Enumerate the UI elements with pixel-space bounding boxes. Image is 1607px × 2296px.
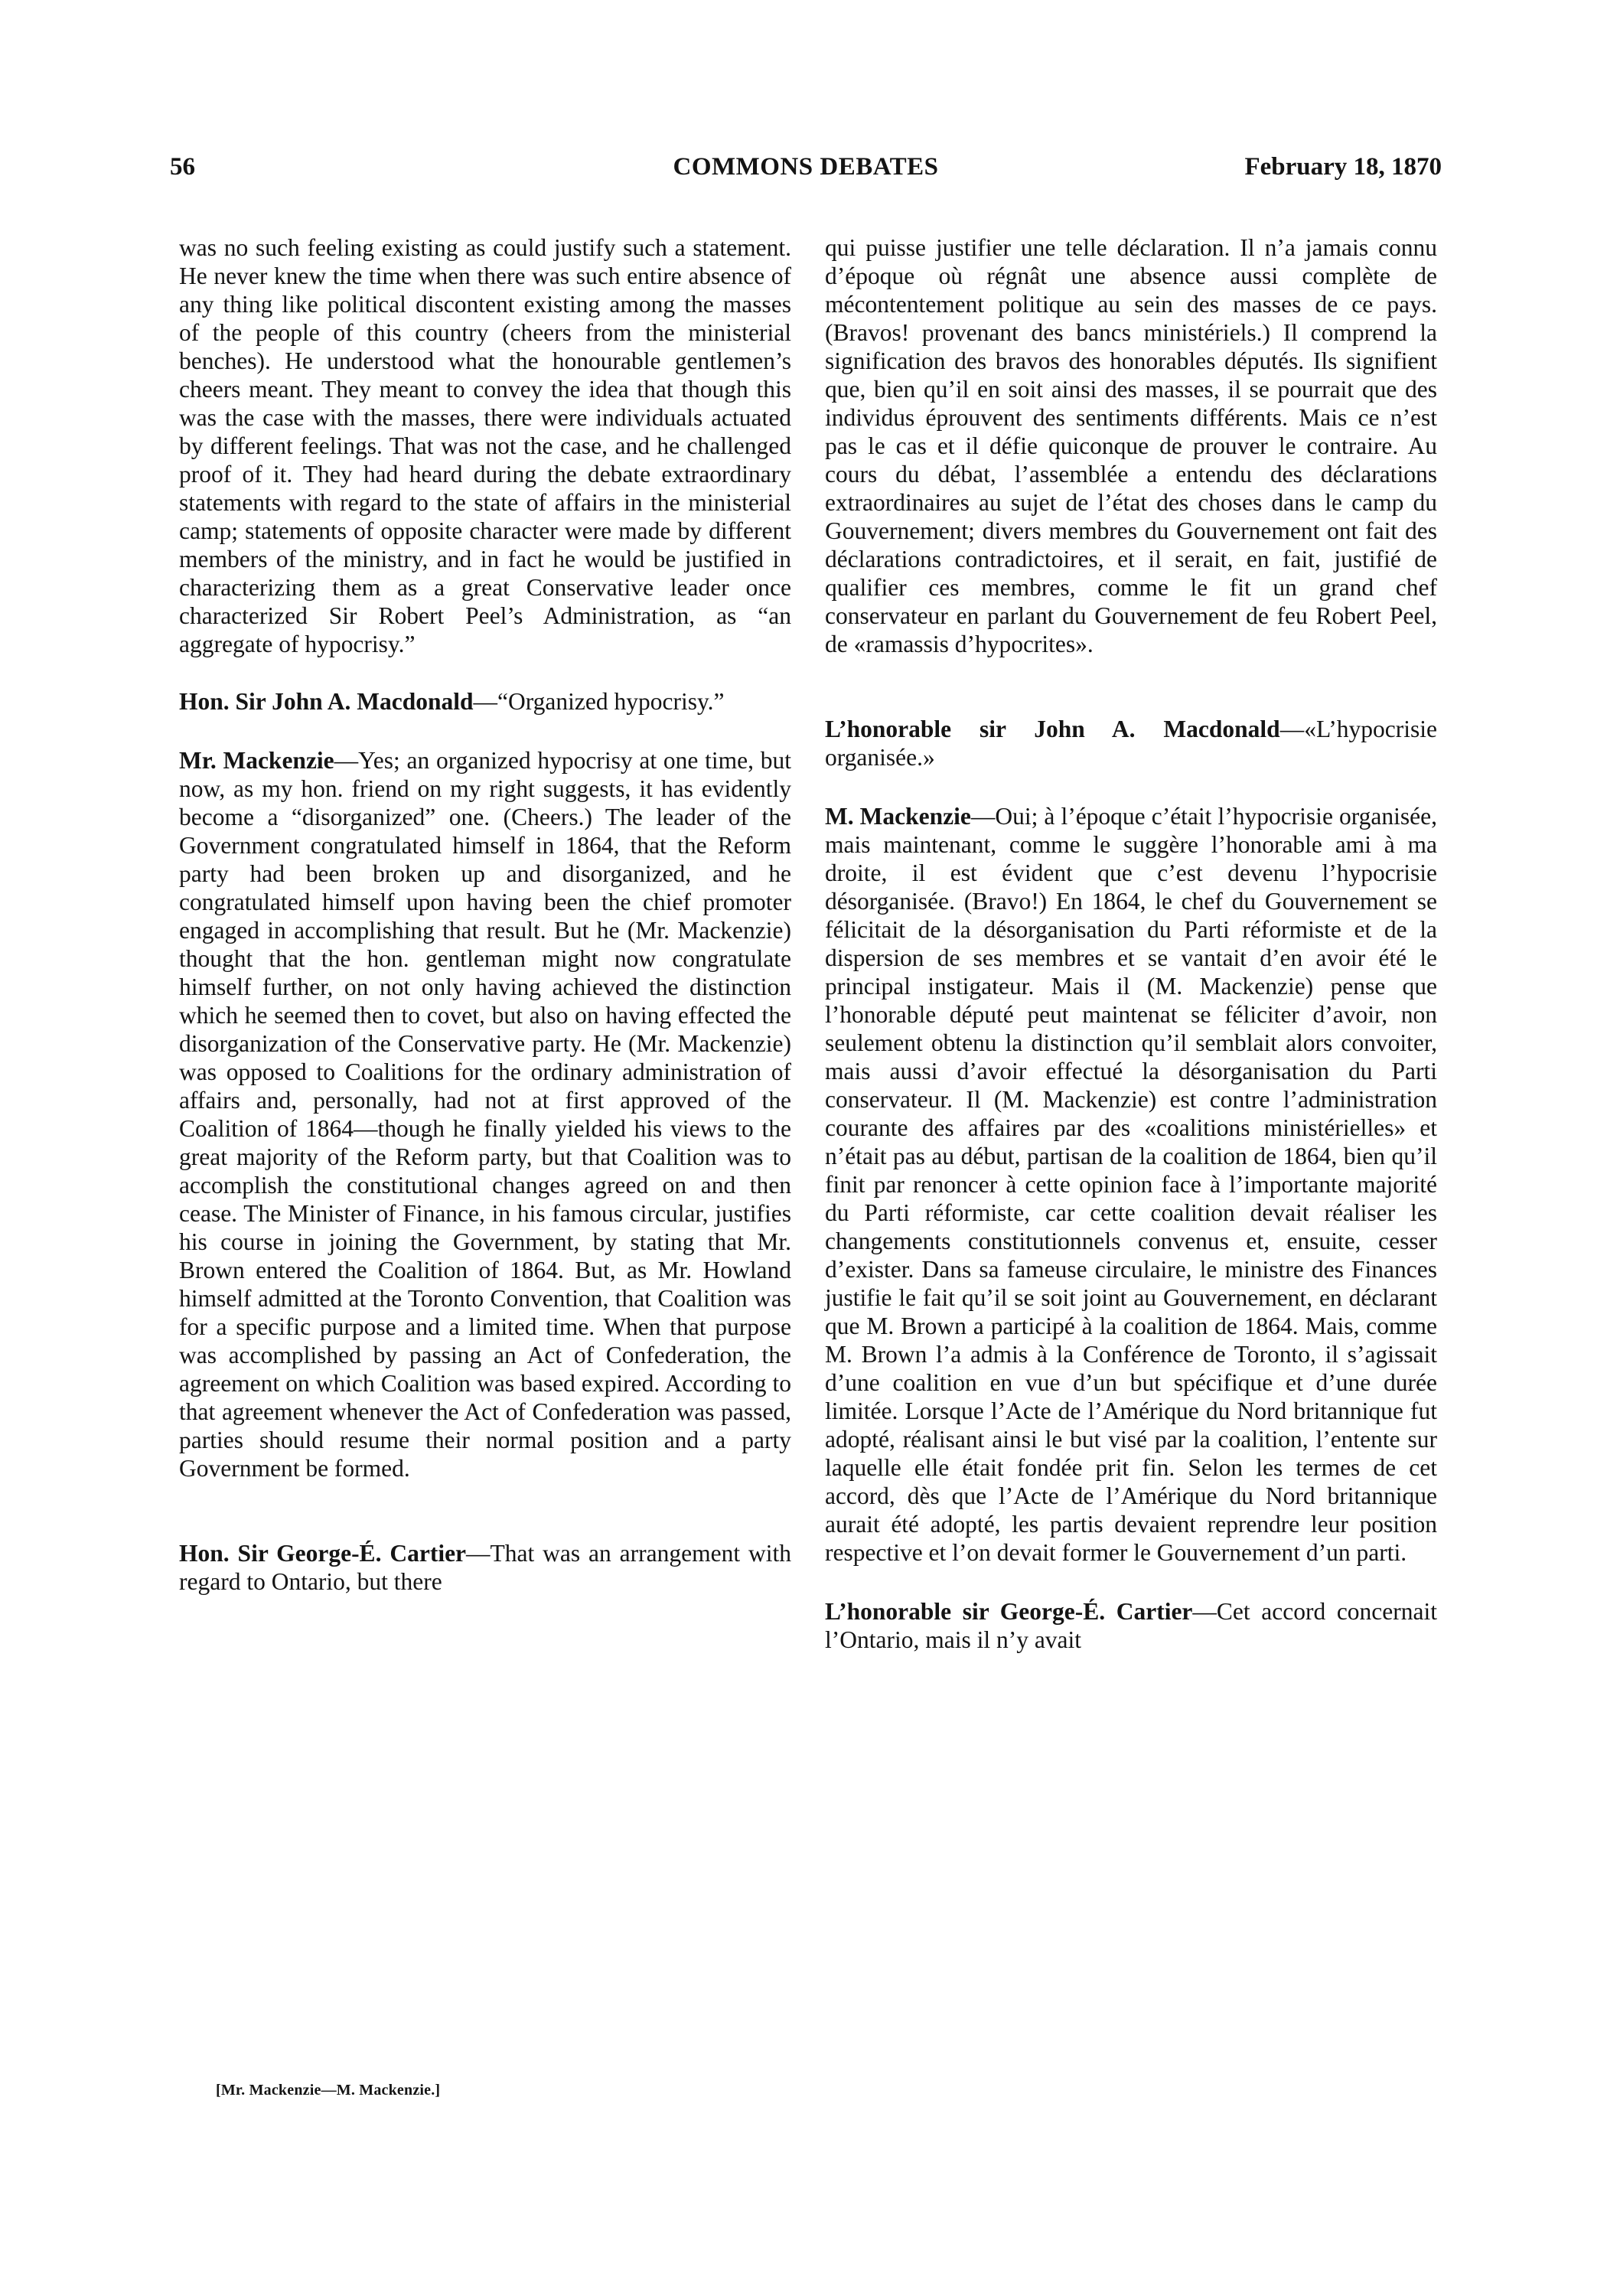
- speaker-name: L’honorable sir John A. Macdonald: [825, 716, 1280, 742]
- speaker-name: Hon. Sir John A. Macdonald: [179, 688, 474, 715]
- page-number: 56: [170, 153, 195, 181]
- french-paragraph-cartier: [825, 1597, 1437, 1654]
- speech-text: —Yes; an organized hypocrisy at one time, but now, as my hon. friend on my right suggests, it has evidently become a “disorganized” one. (Cheers.) The leader of the Government congratulated himself in 1864, that the Reform party had been broken up and disorganized, and he congratulated himself upon having been the chief promoter engaged in accomplishing that result. But he (Mr. Mackenzie) thought that the hon. gentleman might now congratulate himself further, on not only having achieved the distinction which he seemed then to covet, but also on having effected the disorganization of the Conservative party. He (Mr. Mackenzie) was opposed to Coalitions for the ordinary administration of affairs and, personally, had not at first approved of the Coalition of 1864—though he finally yielded his views to the great majority of the Reform party, but that Coalition was to accomplish the constitutional changes agreed on and then cease. The Minister of Finance, in his famous circular, justifies his course in joining the Government, by stating that Mr. Brown entered the Coalition of 1864. But, as Mr. Howland himself admitted at the Toronto Convention, that Coalition was for a specific purpose and a limited time. When that purpose was accomplished by passing an Act of Confederation, the agreement on which Coalition was based expired. According to that agreement whenever the Act of Confederation was passed, parties should resume their normal position and a party Government be formed.: [179, 747, 791, 1482]
- speech-text: —“Organized hypocrisy.”: [473, 688, 725, 715]
- speech-text: —Cet accord concernait l’Ontario, mais il n’y avait: [825, 1598, 1437, 1653]
- page-date: February 18, 1870: [1244, 153, 1442, 181]
- speaker-name: M. Mackenzie: [825, 803, 971, 830]
- speech-text: —Oui; à l’époque c’était l’hypocrisie organisée, mais maintenant, comme le suggère l’honorable ami à ma droite, il est évident que c’est devenu l’hypocrisie désorganisée. (Bravo!) En 1864, le chef du Gouvernement se félicitait de la désorganisation du Parti réformiste et de la dispersion de ses membres et se vantait d’en avoir été le principal instigateur. Mais il (M. Mackenzie) pense que l’honorable député peut maintenat se féliciter d’avoir, non seulement obtenu la distinction qu’il semblait alors convoiter, mais aussi d’avoir effectué la désorganisation du Parti conservateur. Il (M. Mackenzie) est contre l’administration courante des affaires par des «coalitions ministérielles» et n’était pas au début, partisan de la coalition de 1864, bien qu’il finit par renoncer à cette opinion face à l’importante majorité du Parti réformiste, car cette coalition devait réaliser les changements constitutionnels convenus et, ensuite, cesser d’exister. Dans sa fameuse circulaire, le ministre des Finances justifie le fait qu’il se soit joint au Gouvernement, en déclarant que M. Brown a participé à la coalition de 1864. Mais, comme M. Brown l’a admis à la Conférence de Toronto, il s’agissait d’une coalition en vue d’un but spécifique et d’une durée limitée. Lorsque l’Acte de l’Amérique du Nord britannique fut adopté, réalisant ainsi le but visé par la coalition, l’entente sur laquelle elle était fondée prit fin. Selon les termes de cet accord, dès que l’Acte de l’Amérique du Nord britannique aurait été adopté, les partis devaient reprendre leur position respective et l’on devait former le Gouvernement d’un parti.: [825, 803, 1437, 1566]
- speech-text: —«L’hypocrisie organisée.»: [825, 716, 1437, 771]
- speech-text: —That was an arrangement with regard to Ontario, but there: [179, 1540, 791, 1595]
- english-paragraph-cartier: [179, 1539, 791, 1596]
- english-paragraph-macdonald: [179, 687, 791, 716]
- french-column: [825, 233, 1437, 1654]
- speaker-name: Hon. Sir George-É. Cartier: [179, 1540, 467, 1567]
- french-paragraph-macdonald: [825, 715, 1437, 771]
- speaker-footnote: [Mr. Mackenzie—M. Mackenzie.]: [216, 2082, 441, 2099]
- english-paragraph-mackenzie: [179, 746, 791, 1482]
- english-column: [179, 233, 791, 1596]
- french-paragraph-1: qui puisse justifier une telle déclaration. Il n’a jamais connu d’époque où régnât une absence aussi complète de mécontentement politique au sein des masses de ce pays. (Bravos! provenant des bancs ministériels.) Il comprend la signification des bravos des honorables députés. Ils signifient que, bien qu’il en soit ainsi des masses, il se pourrait que des individus éprouvent des sentiments différents. Mais ce n’est pas le cas et il défie quiconque de prouver le contraire. Au cours du débat, l’assemblée a entendu des déclarations extraordinaires au sujet de l’état des choses dans le camp du Gouvernement; divers membres du Gouvernement ont fait des déclarations contradictoires, et il serait, en fait, justifié de qualifier ces membres, comme le fit un grand chef conservateur en parlant du Gouvernement de feu Robert Peel, de «ramassis d’hypocrites».: [825, 234, 1437, 657]
- running-title: COMMONS DEBATES: [673, 153, 939, 181]
- french-paragraph-mackenzie: [825, 802, 1437, 1567]
- english-paragraph-1: was no such feeling existing as could justify such a statement. He never knew the time when there was such entire absence of any thing like political discontent existing among the masses of the people of this country (cheers from the ministerial benches). He understood what the honourable gentlemen’s cheers meant. They meant to convey the idea that though this was the case with the masses, there were individuals actuated by different feelings. That was not the case, and he challenged proof of it. They had heard during the debate extraordinary statements with regard to the state of affairs in the ministerial camp; statements of opposite character were made by different members of the ministry, and in fact he would be justified in characterizing them as a great Conservative leader once characterized Sir Robert Peel’s Administration, as “an aggregate of hypocrisy.”: [179, 234, 791, 657]
- speaker-name: Mr. Mackenzie: [179, 747, 334, 774]
- speaker-name: L’honorable sir George-É. Cartier: [825, 1598, 1193, 1625]
- page-header: [170, 153, 1442, 191]
